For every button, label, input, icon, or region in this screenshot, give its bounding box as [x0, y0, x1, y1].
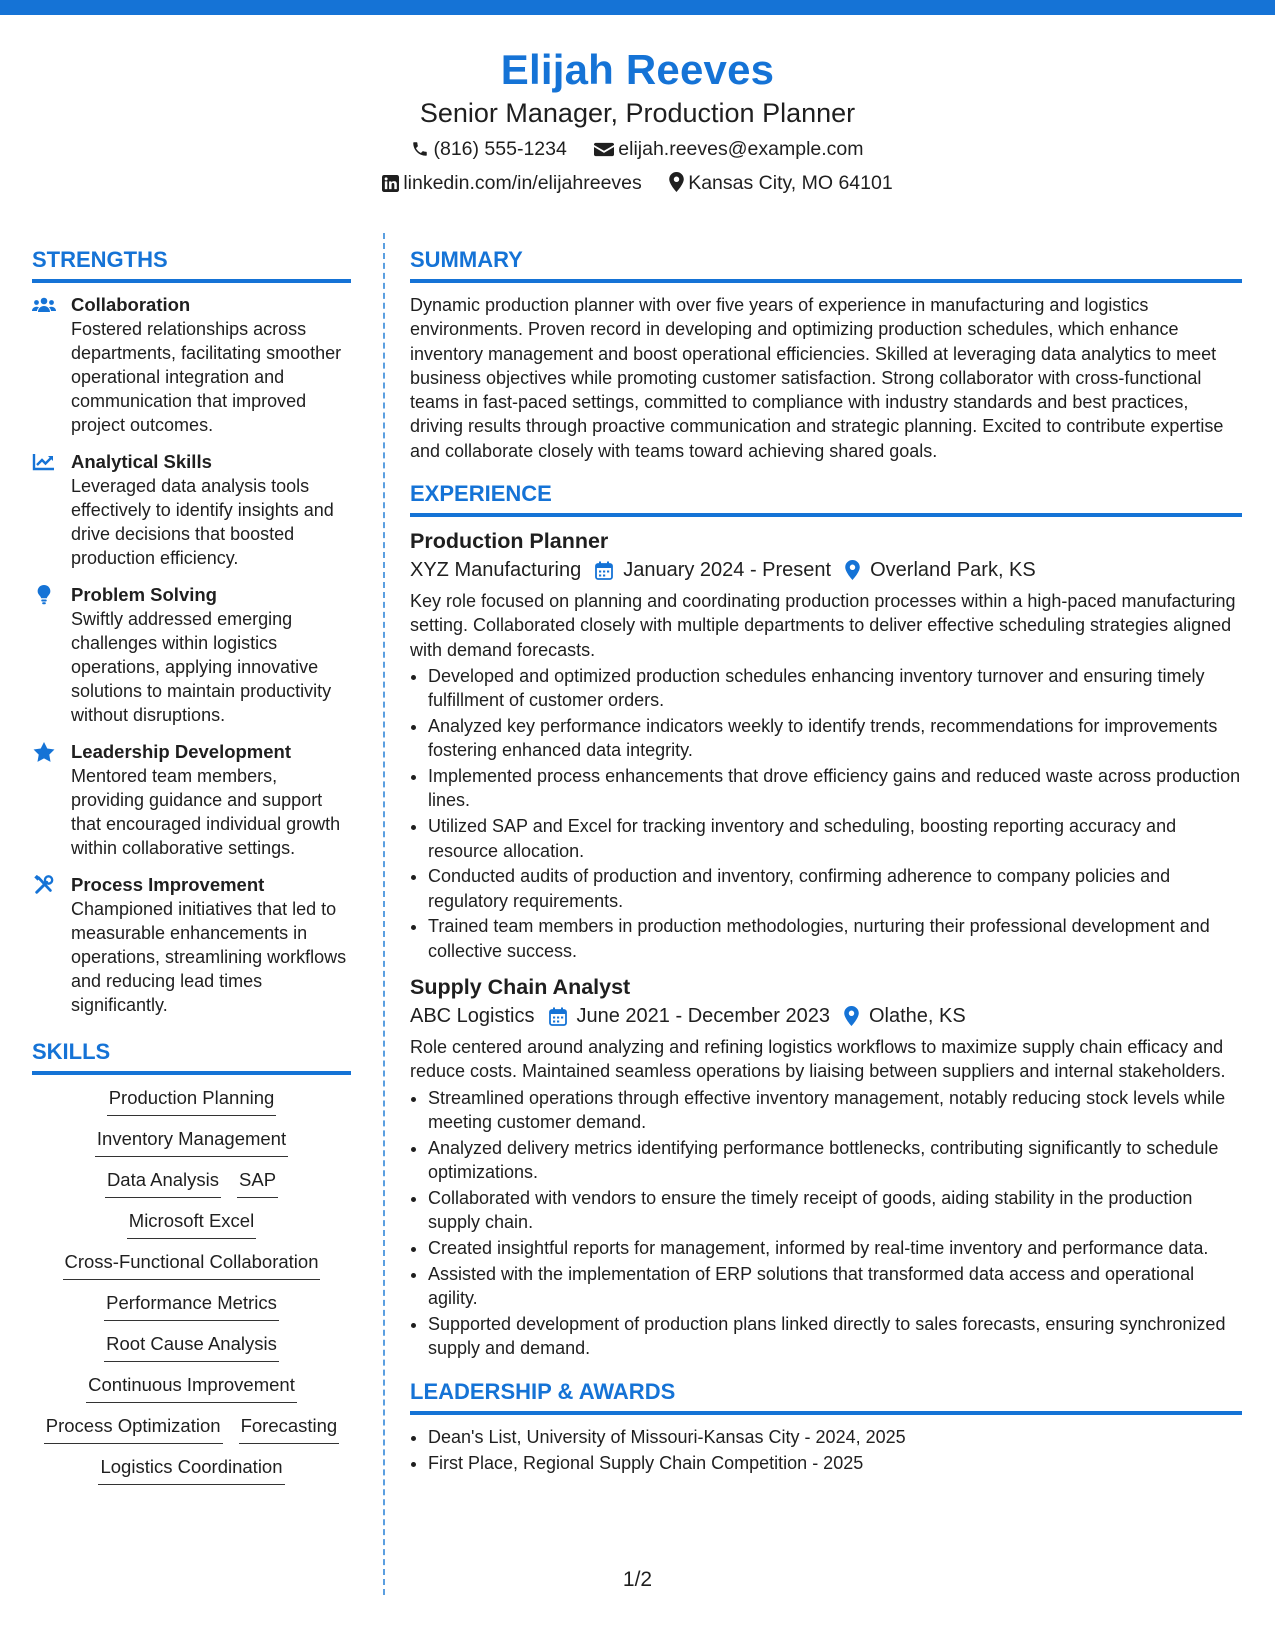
- job-bullet: • Collaborated with vendors to ensure the timely receipt of goods, aiding stability in the production supply chain.: [428, 1186, 1242, 1235]
- page-number: 1/2: [622, 1568, 653, 1591]
- job-bullet: • Utilized SAP and Excel for tracking inventory and scheduling, boosting reporting accuracy and resource allocation.: [428, 814, 1242, 863]
- skill-tag: SAP: [237, 1167, 278, 1198]
- summary-heading: SUMMARY: [410, 246, 1242, 283]
- map-pin-icon: [669, 172, 684, 192]
- skill-tag: Data Analysis: [105, 1167, 221, 1198]
- experience-heading: EXPERIENCE: [410, 480, 1242, 517]
- job-bullet: • Implemented process enhancements that drove efficiency gains and reduced waste across production lines.: [428, 764, 1242, 813]
- award-item: • Dean's List, University of Missouri-Kansas City - 2024, 2025: [428, 1425, 1242, 1449]
- left-column: [32, 246, 351, 1495]
- job-bullet: • Supported development of production plans linked directly to sales forecasts, ensuring synchronized supply and demand.: [428, 1312, 1242, 1361]
- email-text: elijah.reeves@example.com: [618, 138, 864, 160]
- linkedin-icon: [382, 175, 399, 192]
- tools-icon: [32, 875, 56, 895]
- skill-tag: Continuous Improvement: [86, 1372, 297, 1403]
- candidate-title: Senior Manager, Production Planner: [419, 98, 856, 128]
- job-bullet: • Analyzed key performance indicators weekly to identify trends, recommendations for improvements fostering enhanced data integrity.: [428, 714, 1242, 763]
- job-dates-wrap: [549, 1001, 831, 1031]
- job-location: Overland Park, KS: [870, 559, 1036, 582]
- candidate-name: Elijah Reeves: [500, 46, 775, 93]
- strength-desc: Fostered relationships across departments, facilitating smoother operational integration and communication that improved project outcomes.: [71, 319, 342, 435]
- job-entry: [410, 973, 1242, 1360]
- job-bullets: [410, 664, 1242, 963]
- map-pin-icon: [844, 1006, 859, 1026]
- strength-desc: Swiftly addressed emerging challenges within logistics operations, applying innovative solutions to maintain productivity without disruptions.: [71, 609, 332, 725]
- job-company: ABC Logistics: [410, 1005, 535, 1028]
- phone-icon: [411, 140, 429, 158]
- strength-desc: Mentored team members, providing guidance and support that encouraged individual growth within collaborative settings.: [71, 766, 341, 858]
- strength-item: [32, 873, 351, 1017]
- job-location: Olathe, KS: [869, 1005, 966, 1028]
- contact-line-1: [0, 134, 1275, 164]
- skill-row: [32, 1126, 351, 1157]
- location-contact: [669, 168, 892, 198]
- job-bullet: • Created insightful reports for management, informed by real-time inventory and performance data.: [428, 1236, 1242, 1260]
- job-entry: [410, 527, 1242, 963]
- strength-desc: Leveraged data analysis tools effectively to identify insights and drive decisions that boosted production efficiency.: [71, 476, 334, 568]
- calendar-icon: [595, 561, 613, 580]
- strength-title: Analytical Skills: [71, 451, 212, 472]
- strength-desc: Championed initiatives that led to measurable enhancements in operations, streamlining workflows and reducing lead times significantly.: [71, 899, 347, 1015]
- skill-tag: Inventory Management: [95, 1126, 288, 1157]
- skill-tag: Production Planning: [107, 1085, 277, 1116]
- skill-row: [32, 1208, 351, 1239]
- skill-row: [32, 1372, 351, 1403]
- envelope-icon: [594, 141, 614, 158]
- job-location-wrap: [845, 555, 1036, 585]
- strength-title: Problem Solving: [71, 584, 217, 605]
- email-contact[interactable]: [594, 134, 863, 164]
- job-dates-wrap: [595, 555, 831, 585]
- skill-tag: Root Cause Analysis: [104, 1331, 279, 1362]
- strength-title: Collaboration: [71, 294, 191, 315]
- job-dates: June 2021 - December 2023: [576, 1005, 830, 1028]
- contact-line-2: [0, 168, 1275, 198]
- strength-title: Leadership Development: [71, 741, 292, 762]
- job-meta: [410, 555, 1242, 585]
- star-icon: [32, 742, 56, 762]
- job-company: XYZ Manufacturing: [410, 559, 582, 582]
- skill-tag: Cross-Functional Collaboration: [63, 1249, 321, 1280]
- job-meta: [410, 1001, 1242, 1031]
- job-bullet: • Assisted with the implementation of ERP solutions that transformed data access and operational agility.: [428, 1262, 1242, 1311]
- lightbulb-icon: [32, 585, 56, 605]
- job-bullets: [410, 1086, 1242, 1361]
- job-bullet: • Developed and optimized production schedules enhancing inventory turnover and ensuring timely fulfillment of customer orders.: [428, 664, 1242, 713]
- skill-row: [32, 1331, 351, 1362]
- job-description: Key role focused on planning and coordinating production processes within a high-paced manufacturing setting. Collaborated closely with multiple departments to deliver effective scheduling strategies aligned with demand forecasts.: [410, 591, 1236, 660]
- job-location-wrap: [844, 1001, 966, 1031]
- skill-tag: Logistics Coordination: [98, 1454, 284, 1485]
- skill-row: [32, 1249, 351, 1280]
- strengths-heading: STRENGTHS: [32, 246, 351, 283]
- strength-title: Process Improvement: [71, 874, 265, 895]
- job-description: Role centered around analyzing and refining logistics workflows to maximize supply chain efficacy and reduce costs. Maintained seamless operations by liaising between suppliers and internal stakeholders.: [410, 1037, 1226, 1082]
- linkedin-text: linkedin.com/in/elijahreeves: [403, 172, 642, 194]
- skill-tag: Process Optimization: [44, 1413, 223, 1444]
- skill-row: [32, 1167, 351, 1198]
- skill-row: [32, 1413, 351, 1444]
- skill-row: [32, 1290, 351, 1321]
- summary-text: Dynamic production planner with over five years of experience in manufacturing and logistics environments. Proven record in developing and optimizing production schedules, which enhance inventory management and boost operational efficiencies. Skilled at leveraging data analytics to meet business objectives while promoting customer satisfaction. Strong collaborator with cross-functional teams in fast-paced settings, committed to compliance with industry standards and best practices, driving results through proactive communication and strategic planning. Excited to contribute expertise and collaborate closely with teams toward achieving shared goals.: [410, 295, 1224, 461]
- job-bullet: • Conducted audits of production and inventory, confirming adherence to company policies and regulatory requirements.: [428, 864, 1242, 913]
- skill-row: [32, 1085, 351, 1116]
- job-title: Supply Chain Analyst: [410, 975, 631, 1000]
- top-accent-bar: [0, 0, 1275, 15]
- job-bullet: • Trained team members in production methodologies, nurturing their professional development and collective success.: [428, 914, 1242, 963]
- skill-row: [32, 1454, 351, 1485]
- job-dates: January 2024 - Present: [623, 559, 832, 582]
- right-column: [410, 246, 1242, 1477]
- chart-line-icon: [32, 452, 56, 472]
- calendar-icon: [549, 1007, 567, 1026]
- map-pin-icon: [845, 560, 860, 580]
- strength-item: [32, 293, 351, 437]
- strength-item: [32, 583, 351, 727]
- awards-heading: LEADERSHIP & AWARDS: [410, 1378, 1242, 1415]
- column-divider: [383, 233, 385, 1595]
- job-bullet: • Analyzed delivery metrics identifying performance bottlenecks, contributing significantly to schedule optimizations.: [428, 1136, 1242, 1185]
- job-bullet: • Streamlined operations through effective inventory management, notably reducing stock levels while meeting customer demand.: [428, 1086, 1242, 1135]
- skills-list: [32, 1085, 351, 1485]
- resume-header: [0, 44, 1275, 198]
- phone-contact[interactable]: [411, 134, 566, 164]
- linkedin-contact[interactable]: [382, 168, 641, 198]
- strength-item: [32, 450, 351, 570]
- awards-list: [410, 1425, 1242, 1475]
- phone-text: (816) 555-1234: [433, 138, 567, 160]
- skill-tag: Forecasting: [239, 1413, 340, 1444]
- users-icon: [32, 295, 56, 315]
- skills-heading: SKILLS: [32, 1038, 351, 1075]
- skill-tag: Microsoft Excel: [127, 1208, 256, 1239]
- location-text: Kansas City, MO 64101: [688, 172, 893, 194]
- skill-tag: Performance Metrics: [104, 1290, 279, 1321]
- strength-item: [32, 740, 351, 860]
- award-item: • First Place, Regional Supply Chain Competition - 2025: [428, 1451, 1242, 1475]
- job-title: Production Planner: [410, 529, 609, 554]
